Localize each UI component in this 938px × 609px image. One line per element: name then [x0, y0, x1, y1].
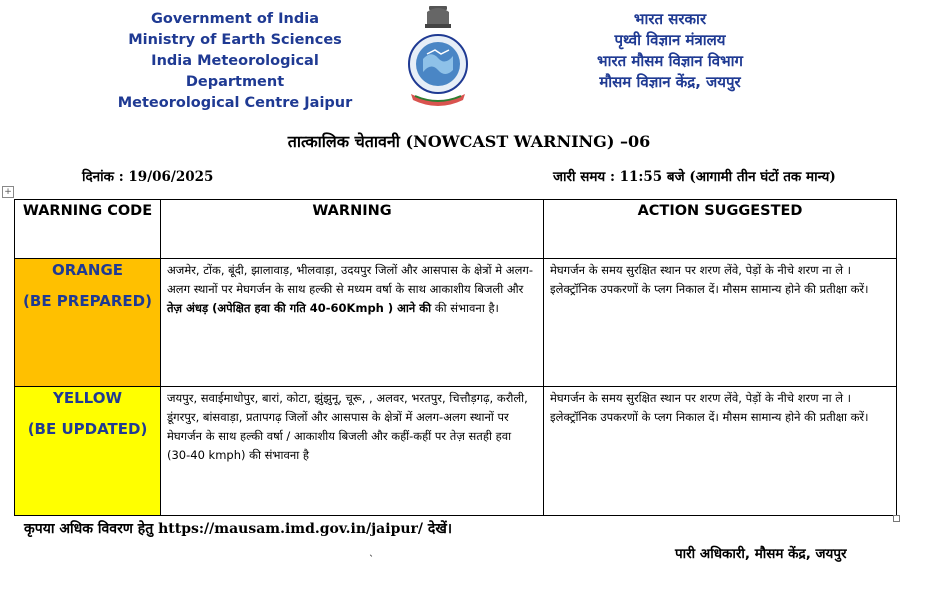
document-title: तात्कालिक चेतावनी (NOWCAST WARNING) –06: [287, 132, 651, 151]
header-en-line-3: India Meteorological Department: [151, 53, 319, 90]
footer-link[interactable]: https://mausam.imd.gov.in/jaipur/: [158, 521, 424, 537]
warning-text-part: अजमेर, टोंक, बूंदी, झालावाड़, भीलवाड़ा, उदयपुर जिलों और आसपास के क्षेत्रों मे अलग-अलग स्थानों पर मेघगर्जन के साथ हल्की से मध्यम वर्षा के साथ आकाशीय बिजली और: [167, 263, 534, 296]
table-row-orange: [15, 259, 897, 387]
code-name: ORANGE: [51, 261, 124, 279]
code-sub: (BE PREPARED): [23, 292, 152, 310]
header-hi-line-2: पृथ्वी विज्ञान मंत्रालय: [614, 31, 726, 49]
table-move-handle-icon[interactable]: +: [2, 186, 14, 198]
header-hi-line-4: मौसम विज्ञान केंद्र, जयपुर: [599, 73, 741, 91]
issue-time: जारी समय : 11:55 बजे (आगामी तीन घंटों तक मान्य): [553, 169, 836, 185]
header-hi-line-3: भारत मौसम विज्ञान विभाग: [597, 52, 743, 70]
warning-table: [14, 199, 897, 516]
code-sub: (BE UPDATED): [27, 420, 148, 438]
action-text-orange: मेघगर्जन के समय सुरक्षित स्थान पर शरण लेंवे, पेड़ों के नीचे शरण ना ले । इलेक्ट्रॉनिक उपकरणों के प्लग निकाल दें। मौसम सामान्य होने की प्रतीक्षा करें।: [544, 259, 897, 387]
header-warning-code: WARNING CODE: [15, 200, 161, 259]
header-hi-line-1: भारत सरकार: [633, 10, 707, 28]
footer-note: [24, 519, 452, 538]
footer-suffix: देखें।: [423, 521, 453, 537]
warning-text-part: की संभावना है।: [431, 301, 499, 315]
warning-text-orange: [161, 259, 544, 387]
warning-code-yellow: [15, 387, 161, 516]
table-row-yellow: [15, 387, 897, 516]
header-en-line-4: Meteorological Centre Jaipur: [117, 95, 353, 111]
table-header-row: [15, 200, 897, 259]
table-resize-handle-icon[interactable]: [893, 515, 900, 522]
warning-code-orange: [15, 259, 161, 387]
header-en-line-2: Ministry of Earth Sciences: [128, 32, 342, 48]
warning-text-bold: तेज़ अंधड़ (अपेक्षित हवा की गति 40-60Kmph ) आने की: [167, 301, 432, 315]
header-en-line-1: Government of India: [150, 11, 320, 27]
header-hindi: [560, 9, 780, 93]
signature: पारी अधिकारी, मौसम केंद्र, जयपुर: [675, 546, 847, 562]
imd-emblem-icon: [405, 4, 471, 108]
footer-prefix: कृपया अधिक विवरण हेतु: [24, 521, 159, 537]
warning-text-yellow: जयपुर, सवाईमाधोपुर, बारां, कोटा, झुंझुनू, चूरू, , अलवर, भरतपुर, चित्तौड़गढ़, करौली, डूंगरपुर, बांसवाड़ा, प्रतापगढ़ जिलों और आसपास के क्षेत्रों में अलग-अलग स्थानों पर मेघगर्जन के साथ हल्की वर्षा / आकाशीय बिजली और कहीं-कहीं पर तेज़ सतही हवा (30-40 kmph) की संभावना है: [161, 387, 544, 516]
header-action-suggested: ACTION SUGGESTED: [544, 200, 897, 259]
issue-date: दिनांक : 19/06/2025: [82, 169, 214, 185]
code-name: YELLOW: [53, 389, 122, 407]
action-text-yellow: मेघगर्जन के समय सुरक्षित स्थान पर शरण लेंवे, पेड़ों के नीचे शरण ना ले । इलेक्ट्रॉनिक उपकरणों के प्लग निकाल दें। मौसम सामान्य होने की प्रतीक्षा करें।: [544, 387, 897, 516]
stray-mark: ˎ: [369, 546, 374, 557]
header-warning: WARNING: [161, 200, 544, 259]
header-english: [100, 9, 370, 114]
